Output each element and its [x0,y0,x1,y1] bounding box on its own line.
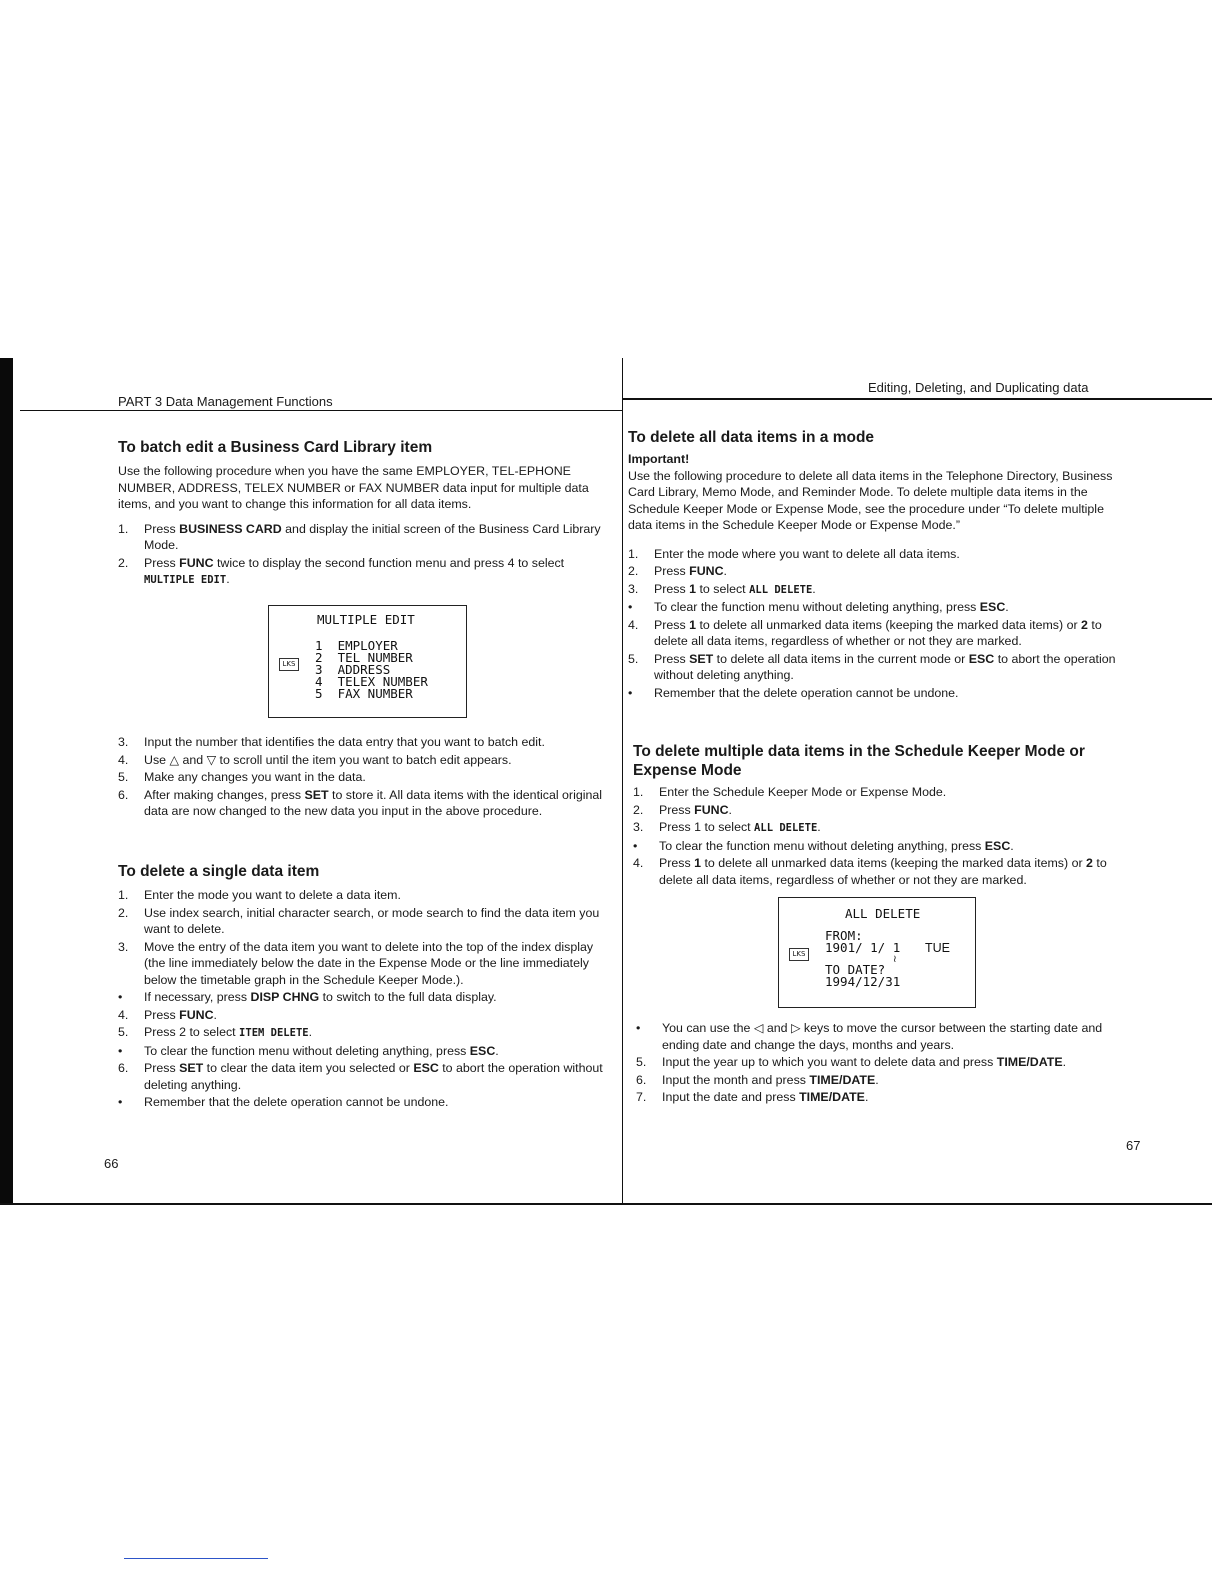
step-marker: 1. [633,785,644,799]
key-label: ESC [968,651,995,666]
lcd-command: MULTIPLE EDIT [144,574,227,586]
screen-menu-item: 3 ADDRESS [315,662,391,677]
list-item [118,1007,612,1024]
step-text: Input the year up to which you want to delete data and press [662,1055,997,1069]
step-text: Input the month and press [662,1072,810,1087]
section-title-batch-edit: To batch edit a Business Card Library item [118,439,433,456]
step-text: . [308,1025,313,1039]
from-label: FROM: [825,928,863,943]
step-text: . [728,802,732,817]
list-item [628,617,1120,650]
list-item [118,734,612,751]
step-text: Remember that the delete operation cannot be undone. [144,1095,449,1109]
section-title-delete-all: To delete all data items in a mode [628,429,875,446]
section-title-delete-single: To delete a single data item [118,863,320,880]
step-marker: 1. [628,546,639,561]
important-label: Important! [628,452,690,466]
step-text: Make any changes you want in the data. [144,770,366,784]
key-label: 1 [694,856,702,870]
step-text: to delete all data items, regardless of whether or not they are marked. [659,856,1107,887]
step-marker: 5. [636,1055,647,1069]
step-marker: 5. [628,651,639,666]
step-text: You can use the ◁ and ▷ keys to move the cursor between the starting date and ending date and change the days, months and years. [662,1021,1103,1052]
step-marker: 3. [118,735,129,749]
step-marker: 6. [118,787,129,802]
step-marker: 1. [118,521,129,536]
lcd-command: ALL DELETE [749,583,813,596]
list-item [636,1054,1128,1071]
step-marker: • [628,600,633,614]
step-text: . [723,564,727,578]
step-text: to delete all data items in the current mode or [713,651,969,666]
step-marker: 5. [118,770,129,784]
step-text: twice to display the second function menu and press 4 to select [213,555,565,570]
list-item [118,905,612,938]
list-item [118,1024,612,1042]
all-delete-screen [778,897,976,1008]
right-header-rule [622,398,1212,400]
key-label: ESC [984,838,1011,853]
step-text: to select [696,581,750,596]
step-marker: 7. [636,1090,647,1104]
bottom-rule [0,1203,1212,1205]
delete-multiple-steps-after [636,1020,1128,1106]
key-label: 1 [689,581,697,596]
step-marker: 4. [628,617,639,632]
lcd-command: ITEM DELETE [239,1027,309,1039]
key-label: FUNC [179,1007,214,1022]
step-marker: • [118,990,123,1004]
key-label: 2 [1086,856,1093,870]
screen-menu-item: 4 TELEX NUMBER [315,674,428,689]
step-text: Move the entry of the data item you want to delete into the top of the index display (the line immediately below the date in the Expense Mode or the line immediately below the timetable graph in the Schedule Keeper Mode.). [144,939,594,987]
step-marker: 4. [633,856,644,870]
list-item [628,651,1120,684]
key-label: BUSINESS CARD [179,521,282,536]
list-item [628,563,1120,580]
step-text: To clear the function menu without deleting anything, press [144,1043,470,1058]
key-label: SET [179,1061,204,1075]
key-label: TIME/DATE [799,1090,865,1104]
left-header-rule [20,410,622,411]
list-item [118,939,612,989]
list-item [633,838,1125,855]
step-text: . [1010,838,1014,853]
list-item [118,887,612,904]
screen-menu-item: 1 EMPLOYER [315,638,398,653]
right-page-body-2 [633,742,1125,889]
screen-mode-icon: LKS [279,658,299,671]
step-text: Input the number that identifies the data entry that you want to batch edit. [144,735,545,749]
step-text: to switch to the full data display. [319,990,497,1004]
list-item [636,1089,1128,1106]
step-text: Press [144,521,180,536]
list-item [118,1060,612,1093]
key-label: ESC [413,1061,439,1075]
step-text: To clear the function menu without deleting anything, press [654,600,980,614]
key-label: ESC [979,600,1006,614]
key-label: 2 [1081,617,1088,632]
batch-edit-intro: Use the following procedure when you have the same EMPLOYER, TEL-EPHONE NUMBER, ADDRESS, TELEX NUMBER or FAX NUMBER data input for multiple data items, and you want to change this information for all data items. [118,464,589,511]
from-date: 1901/ 1/ 1 [825,940,901,955]
bottom-footnote-line [124,1558,268,1559]
step-text: . [1005,600,1009,614]
to-date: 1994/12/31 [825,974,901,989]
step-marker: 4. [118,752,129,767]
step-text: To clear the function menu without deleting anything, press [659,838,985,853]
left-binding-edge [0,358,13,1204]
list-item [118,989,612,1006]
step-text: After making changes, press [144,787,305,802]
list-item [628,599,1120,616]
list-item [633,784,1125,801]
to-date-label: TO DATE? [825,962,886,977]
step-text: Press [144,1061,180,1075]
key-label: ESC [469,1043,496,1058]
step-marker: • [118,1095,123,1109]
step-text: . [864,1090,869,1104]
left-page-body [118,438,612,590]
step-text: Press [654,581,690,596]
delete-multiple-steps [633,784,1125,888]
list-item [628,581,1120,599]
step-text: . [1062,1055,1067,1069]
step-text: Enter the mode where you want to delete all data items. [654,546,960,561]
step-text: Press [654,651,690,666]
step-text: . [875,1072,879,1087]
lcd-command: ALL DELETE [754,822,818,834]
step-marker: 6. [118,1061,129,1075]
step-marker: • [628,685,633,700]
step-marker: 3. [633,820,644,834]
step-text: . [495,1043,499,1058]
step-text: Press [654,617,690,632]
step-marker: 5. [118,1025,129,1039]
screen-menu-item: 2 TEL NUMBER [315,650,413,665]
step-text: Remember that the delete operation cannot be undone. [654,685,959,700]
step-marker: 3. [118,939,129,954]
step-text: Press [144,1007,180,1022]
step-text: . [817,820,821,834]
step-text: to abort the operation without deleting anything. [654,651,1116,682]
screen-title: MULTIPLE EDIT [317,612,415,627]
step-text: and display the initial screen of the Business Card Library Mode. [144,521,601,552]
key-label: TIME/DATE [809,1072,876,1087]
step-text: . [213,1007,217,1022]
list-item [118,769,612,786]
step-text: If necessary, press [144,990,251,1004]
step-text: Press [659,802,695,817]
step-marker: 2. [118,905,129,920]
list-item [118,521,612,554]
list-item [628,546,1120,563]
list-item [118,787,612,820]
list-item [118,752,612,769]
step-marker: 4. [118,1007,129,1022]
list-item [118,555,612,589]
step-marker: 6. [636,1072,647,1087]
key-label: SET [304,787,329,802]
step-text: . [812,581,816,596]
important-note: Use the following procedure to delete all data items in the Telephone Directory, Business Card Library, Memo Mode, and Reminder Mode. To delete multiple data items in the Schedule Keeper Mode or Expense Mode, see the procedure under “To delete multiple data items in the Schedule Keeper Mode or Expense Mode.” [628,468,1113,532]
step-marker: • [636,1021,641,1035]
section-title-delete-multiple: To delete multiple data items in the Schedule Keeper Mode or Expense Mode [633,743,1085,779]
step-text: Input the date and press [662,1090,800,1104]
screen-title: ALL DELETE [845,906,921,921]
list-item [118,1094,612,1111]
list-item [118,1043,612,1060]
step-marker: 2. [633,802,644,817]
step-text: to store it. All data items with the identical original data are now changed to the new data you input in the above procedure. [144,787,602,818]
list-item [633,802,1125,819]
left-page-body-3 [118,862,612,1112]
screen-mode-icon: LKS [789,948,809,961]
delete-all-steps [628,546,1120,702]
step-text: Press [144,555,180,570]
step-text: Use index search, initial character search, or mode search to find the data item you want to delete. [144,905,600,936]
step-text: to delete all data items, regardless of whether or not they are marked. [654,617,1102,648]
list-item [636,1072,1128,1089]
list-item [636,1020,1128,1053]
from-day: TUE [925,941,950,955]
step-text: to clear the data item you selected or [203,1061,414,1075]
left-running-header: PART 3 Data Management Functions [118,394,333,409]
step-marker: • [633,838,638,853]
step-text: to abort the operation without deleting anything. [144,1061,603,1092]
step-text: Press [659,856,695,870]
key-label: 1 [689,617,697,632]
step-text: Press [654,564,690,578]
batch-edit-steps-a [118,521,612,589]
step-marker: 2. [628,564,639,578]
step-text: to delete all unmarked data items (keeping the marked data items) or [696,617,1082,632]
step-text: Enter the mode you want to delete a data item. [144,888,401,902]
key-label: FUNC [179,555,214,570]
right-page-body-3 [636,1020,1128,1107]
step-marker: 1. [118,888,129,902]
list-item [633,855,1125,888]
list-item [628,685,1120,702]
step-marker: 2. [118,555,129,570]
batch-edit-steps-b [118,734,612,820]
key-label: TIME/DATE [996,1055,1063,1069]
key-label: DISP CHNG [250,990,320,1004]
step-text: Press 1 to select [659,820,755,834]
step-text: Enter the Schedule Keeper Mode or Expense Mode. [659,785,947,799]
right-page-number: 67 [1126,1138,1141,1153]
right-page-body [628,428,1120,702]
step-text: to delete all unmarked data items (keeping the marked data items) or [701,856,1087,870]
range-tilde: ≀ [893,954,897,965]
step-text: Use △ and ▽ to scroll until the item you want to batch edit appears. [144,752,512,767]
screen-menu-item: 5 FAX NUMBER [315,686,413,701]
list-item [633,819,1125,837]
delete-single-steps [118,887,612,1111]
left-page-number: 66 [104,1156,119,1171]
left-page-body-2 [118,734,612,821]
step-text: Press 2 to select [144,1025,240,1039]
center-gutter-line [622,358,623,1204]
step-text: . [226,572,230,586]
step-marker: • [118,1043,123,1058]
key-label: SET [689,651,714,666]
key-label: FUNC [694,802,729,817]
right-running-header: Editing, Deleting, and Duplicating data [868,380,1089,395]
key-label: FUNC [689,564,724,578]
step-marker: 3. [628,581,639,596]
multiple-edit-screen [268,605,467,718]
